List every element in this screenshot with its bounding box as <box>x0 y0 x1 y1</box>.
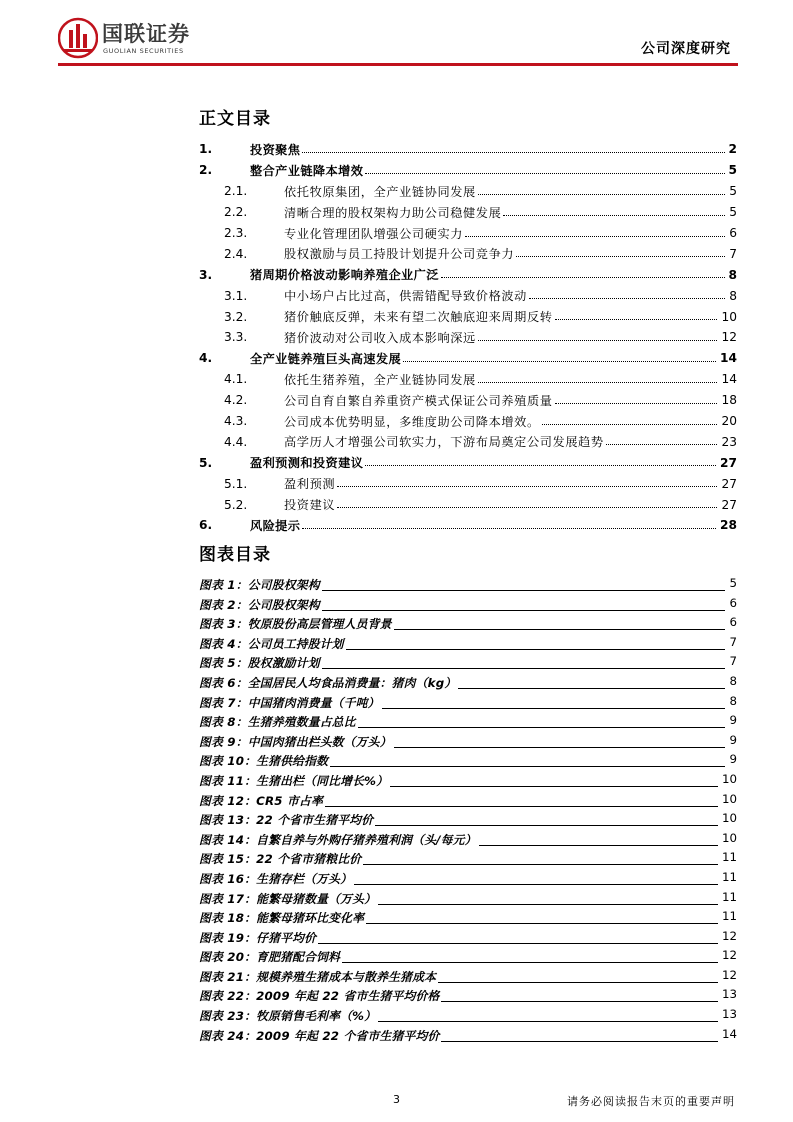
figure-entry-page: 9 <box>729 732 737 747</box>
figure-entry-page: 9 <box>729 713 737 728</box>
figure-entry-page: 10 <box>721 791 737 806</box>
toc-entry-number: 4.4. <box>224 434 248 449</box>
toc-entry-number: 2.4. <box>224 246 248 261</box>
toc-entry-title: 投资建议 <box>284 498 336 513</box>
figure-entry[interactable] <box>199 868 737 888</box>
toc-entry-number: 2.3. <box>224 226 248 240</box>
figure-entry-page: 14 <box>721 1026 737 1041</box>
toc-entry[interactable] <box>199 369 737 390</box>
toc-entry[interactable] <box>199 285 737 306</box>
figure-entry-page: 6 <box>729 595 737 610</box>
toc-dot-leader <box>302 152 725 153</box>
toc-dot-leader <box>465 236 725 237</box>
toc-entry-page: 18 <box>721 393 737 408</box>
figure-entry-page: 11 <box>721 909 737 924</box>
figure-entry-page: 8 <box>729 673 737 688</box>
figure-entry[interactable] <box>199 633 737 653</box>
figure-entry-title: 图表 11：生猪出栏（同比增长%） <box>199 773 389 788</box>
toc-entry-page: 8 <box>728 267 737 282</box>
toc-dot-leader <box>516 256 725 257</box>
toc-entry-page: 5 <box>728 163 737 178</box>
toc-entry-number: 5. <box>199 455 213 470</box>
toc-entry-page: 5 <box>729 184 737 199</box>
toc-entry-page: 27 <box>721 497 737 512</box>
report-type: 公司深度研究 <box>641 41 731 57</box>
toc-entry-number: 3.1. <box>224 288 248 303</box>
toc-dot-leader <box>302 528 716 529</box>
toc-entry-number: 3. <box>199 267 213 282</box>
toc-entry[interactable] <box>199 306 737 327</box>
toc-entry-title: 股权激励与员工持股计划提升公司竞争力 <box>284 247 515 262</box>
figure-entry-title: 图表 9：中国肉猪出栏头数（万头） <box>199 734 392 749</box>
figure-entry-page: 11 <box>721 889 737 904</box>
toc-entry-page: 7 <box>729 246 737 261</box>
figure-leader-line <box>394 629 725 630</box>
figure-entry-page: 10 <box>721 811 737 826</box>
toc-entry-page: 20 <box>721 414 737 429</box>
toc-dot-leader <box>542 424 717 425</box>
figure-entry[interactable] <box>199 809 737 829</box>
toc-entry-page: 27 <box>720 455 737 470</box>
figure-leader-line <box>382 708 725 709</box>
toc-dot-leader <box>503 215 725 216</box>
figure-leader-line <box>322 590 725 591</box>
figure-entry[interactable] <box>199 750 737 770</box>
toc-entry-title: 盈利预测和投资建议 <box>250 456 364 471</box>
figure-entry-page: 9 <box>729 752 737 767</box>
figure-entry-title: 图表 18：能繁母猪环比变化率 <box>199 911 365 926</box>
toc-entry[interactable] <box>199 390 737 411</box>
figure-entry[interactable] <box>199 672 737 692</box>
figure-entry-page: 12 <box>721 948 737 963</box>
figure-entry[interactable] <box>199 829 737 849</box>
figure-entry-title: 图表 8：生猪养殖数量占总比 <box>199 715 356 730</box>
toc-entry-number: 3.3. <box>224 330 248 345</box>
figure-leader-line <box>330 766 725 767</box>
figure-entry-title: 图表 4：公司员工持股计划 <box>199 636 344 651</box>
toc-dot-leader <box>606 444 717 445</box>
logo-text-en: GUOLIAN SECURITIES <box>103 47 184 55</box>
figure-entry[interactable] <box>199 985 737 1005</box>
figure-entry-title: 图表 17：能繁母猪数量（万头） <box>199 891 377 906</box>
figure-entry[interactable] <box>199 574 737 594</box>
toc-dot-leader <box>403 361 716 362</box>
toc-entry-number: 2. <box>199 163 213 178</box>
toc-dot-leader <box>555 403 717 404</box>
toc-dot-leader <box>337 486 717 487</box>
toc-entry-page: 23 <box>721 434 737 449</box>
logo-text-cn: 国联证券 <box>102 22 190 46</box>
figure-entry-title: 图表 7：中国猪肉消费量（千吨） <box>199 695 380 710</box>
toc-entry[interactable] <box>199 264 737 285</box>
toc-heading: 正文目录 <box>199 109 271 129</box>
figure-leader-line <box>363 864 718 865</box>
toc-entry-page: 6 <box>729 226 737 240</box>
figure-entry-title: 图表 19：仔猪平均价 <box>199 930 317 945</box>
toc-entry-number: 5.1. <box>224 476 248 491</box>
toc-dot-leader <box>337 507 717 508</box>
figure-entry-page: 5 <box>729 576 737 590</box>
figure-entry-title: 图表 13：22 个省市生猪平均价 <box>199 813 374 828</box>
figure-entry[interactable] <box>199 907 737 927</box>
figure-entry-page: 7 <box>729 654 737 669</box>
figure-entry-title: 图表 12：CR5 市占率 <box>199 793 323 808</box>
figure-leader-line <box>441 1041 718 1042</box>
toc-entry[interactable] <box>199 160 737 181</box>
toc-entry-title: 全产业链养殖巨头高速发展 <box>250 351 402 366</box>
figure-entry[interactable] <box>199 711 737 731</box>
toc-entry[interactable] <box>199 327 737 348</box>
figure-leader-line <box>366 923 718 924</box>
toc-entry-title: 依托牧原集团，全产业链协同发展 <box>284 184 476 199</box>
figure-leader-line <box>394 747 725 748</box>
figure-entry-page: 12 <box>721 928 737 943</box>
toc-entry[interactable] <box>199 452 737 473</box>
toc-dot-leader <box>365 173 725 174</box>
toc-entry-title: 整合产业链降本增效 <box>250 163 364 178</box>
figure-list <box>199 574 737 1044</box>
figure-entry-title: 图表 16：生猪存栏（万头） <box>199 871 353 886</box>
figure-entry-page: 7 <box>729 634 737 649</box>
toc-entry-number: 2.1. <box>224 184 248 199</box>
toc-entry[interactable] <box>199 139 737 160</box>
figure-entry-title: 图表 6：全国居民人均食品消费量：猪肉（kg） <box>199 675 457 690</box>
figure-entry-title: 图表 3：牧原股份高层管理人员背景 <box>199 617 392 632</box>
figure-entry-title: 图表 23：牧原销售毛利率（%） <box>199 1009 377 1024</box>
toc-dot-leader <box>365 465 716 466</box>
figure-entry-page: 11 <box>721 850 737 865</box>
figure-leader-line <box>438 982 718 983</box>
figure-leader-line <box>325 806 718 807</box>
figure-entry-title: 图表 10：生猪供给指数 <box>199 754 329 769</box>
toc-entry-number: 4.3. <box>224 414 248 429</box>
figure-leader-line <box>342 962 718 963</box>
toc-entry-title: 公司成本优势明显，多维度助公司降本增效。 <box>284 414 540 429</box>
toc-entry[interactable] <box>199 202 737 223</box>
toc-entry-number: 3.2. <box>224 309 248 324</box>
figure-entry-title: 图表 20：育肥猪配合饲料 <box>199 950 341 965</box>
toc-entry-number: 1. <box>199 142 213 157</box>
figure-entry-title: 图表 21：规模养殖生猪成本与散养生猪成本 <box>199 969 437 984</box>
toc-dot-leader <box>478 194 725 195</box>
toc-entry-page: 8 <box>729 288 737 303</box>
table-of-contents <box>199 139 737 536</box>
toc-entry-title: 高学历人才增强公司软实力，下游布局奠定公司发展趋势 <box>284 435 604 450</box>
figure-entry[interactable] <box>199 848 737 868</box>
company-logo <box>58 16 208 60</box>
toc-entry[interactable] <box>199 473 737 494</box>
figure-leader-line <box>378 1021 718 1022</box>
figure-entry-title: 图表 1：公司股权架构 <box>199 578 320 592</box>
figure-entry-title: 图表 24：2009 年起 22 个省市生猪平均价 <box>199 1028 440 1043</box>
figure-leader-line <box>322 610 725 611</box>
toc-entry[interactable] <box>199 243 737 264</box>
toc-dot-leader <box>478 382 717 383</box>
toc-entry-number: 2.2. <box>224 205 248 220</box>
toc-entry-page: 28 <box>720 518 737 533</box>
toc-entry[interactable] <box>199 223 737 244</box>
figure-entry-page: 8 <box>729 693 737 708</box>
toc-entry-page: 10 <box>721 309 737 324</box>
toc-entry-title: 风险提示 <box>250 518 301 533</box>
figure-entry[interactable] <box>199 731 737 751</box>
page-number: 3 <box>393 1093 400 1106</box>
figure-entry-page: 12 <box>721 967 737 982</box>
figure-entry[interactable] <box>199 652 737 672</box>
toc-entry-page: 27 <box>721 476 737 491</box>
figure-leader-line <box>346 649 725 650</box>
figure-entry[interactable] <box>199 692 737 712</box>
figure-entry-page: 13 <box>721 987 737 1002</box>
figure-entry-page: 10 <box>721 830 737 845</box>
toc-entry-title: 依托生猪养殖，全产业链协同发展 <box>284 372 476 387</box>
toc-entry[interactable] <box>199 494 737 515</box>
figure-entry-title: 图表 15：22 个省市猪粮比价 <box>199 852 362 867</box>
toc-entry-page: 14 <box>720 351 737 366</box>
toc-dot-leader <box>441 277 725 278</box>
toc-entry-number: 4.1. <box>224 372 248 387</box>
figure-leader-line <box>479 845 718 846</box>
toc-entry[interactable] <box>199 348 737 369</box>
toc-entry-title: 投资聚焦 <box>250 142 301 157</box>
toc-entry[interactable] <box>199 411 737 432</box>
toc-entry[interactable] <box>199 431 737 452</box>
figure-entry[interactable] <box>199 1005 737 1025</box>
toc-entry-title: 猪价波动对公司收入成本影响深远 <box>284 330 476 345</box>
toc-entry-page: 12 <box>721 330 737 345</box>
toc-entry-number: 5.2. <box>224 497 248 512</box>
toc-dot-leader <box>529 298 725 299</box>
guolian-logo-icon <box>58 16 98 60</box>
figure-leader-line <box>358 727 725 728</box>
toc-entry-title: 盈利预测 <box>284 477 336 492</box>
toc-entry-page: 14 <box>721 372 737 387</box>
toc-entry-title: 中小场户占比过高，供需错配导致价格波动 <box>284 289 527 304</box>
toc-entry-number: 4.2. <box>224 393 248 408</box>
toc-entry-page: 5 <box>729 205 737 220</box>
toc-entry-page: 2 <box>728 142 737 157</box>
figure-leader-line <box>322 668 725 669</box>
figure-entry[interactable] <box>199 927 737 947</box>
toc-entry-title: 专业化管理团队增强公司硬实力 <box>284 226 464 241</box>
figure-leader-line <box>441 1001 718 1002</box>
figure-leader-line <box>390 786 718 787</box>
toc-entry-title: 清晰合理的股权架构力助公司稳健发展 <box>284 205 502 220</box>
figure-entry[interactable] <box>199 613 737 633</box>
figure-entry[interactable] <box>199 790 737 810</box>
footer-disclaimer: 请务必阅读报告末页的重要声明 <box>567 1095 735 1108</box>
toc-entry[interactable] <box>199 181 737 202</box>
toc-dot-leader <box>555 319 717 320</box>
figure-leader-line <box>354 884 718 885</box>
figure-entry[interactable] <box>199 770 737 790</box>
figure-entry-title: 图表 5：股权激励计划 <box>199 656 320 671</box>
figure-entry-title: 图表 22：2009 年起 22 省市生猪平均价格 <box>199 989 440 1004</box>
figure-entry[interactable] <box>199 1025 737 1045</box>
figure-entry-title: 图表 2：公司股权架构 <box>199 597 320 612</box>
toc-entry-number: 6. <box>199 518 213 533</box>
figure-leader-line <box>318 943 718 944</box>
figure-entry[interactable] <box>199 946 737 966</box>
toc-entry[interactable] <box>199 515 737 536</box>
toc-entry-title: 猪价触底反弹，未来有望二次触底迎来周期反转 <box>284 310 553 325</box>
toc-entry-title: 猪周期价格波动影响养殖企业广泛 <box>250 268 439 283</box>
figure-leader-line <box>375 825 718 826</box>
figure-entry[interactable] <box>199 888 737 908</box>
toc-entry-number: 4. <box>199 351 213 366</box>
figure-entry-title: 图表 14：自繁自养与外购仔猪养殖利润（头/每元） <box>199 832 477 847</box>
toc-dot-leader <box>478 340 717 341</box>
header-divider <box>58 63 738 66</box>
figure-entry-page: 13 <box>721 1007 737 1022</box>
figure-list-heading: 图表目录 <box>199 545 271 565</box>
figure-entry-page: 11 <box>721 869 737 884</box>
figure-leader-line <box>378 904 718 905</box>
figure-entry[interactable] <box>199 594 737 614</box>
toc-entry-title: 公司自育自繁自养重资产模式保证公司养殖质量 <box>284 393 553 408</box>
figure-entry-page: 10 <box>721 771 737 786</box>
figure-entry[interactable] <box>199 966 737 986</box>
figure-leader-line <box>458 688 725 689</box>
figure-entry-page: 6 <box>729 615 737 630</box>
